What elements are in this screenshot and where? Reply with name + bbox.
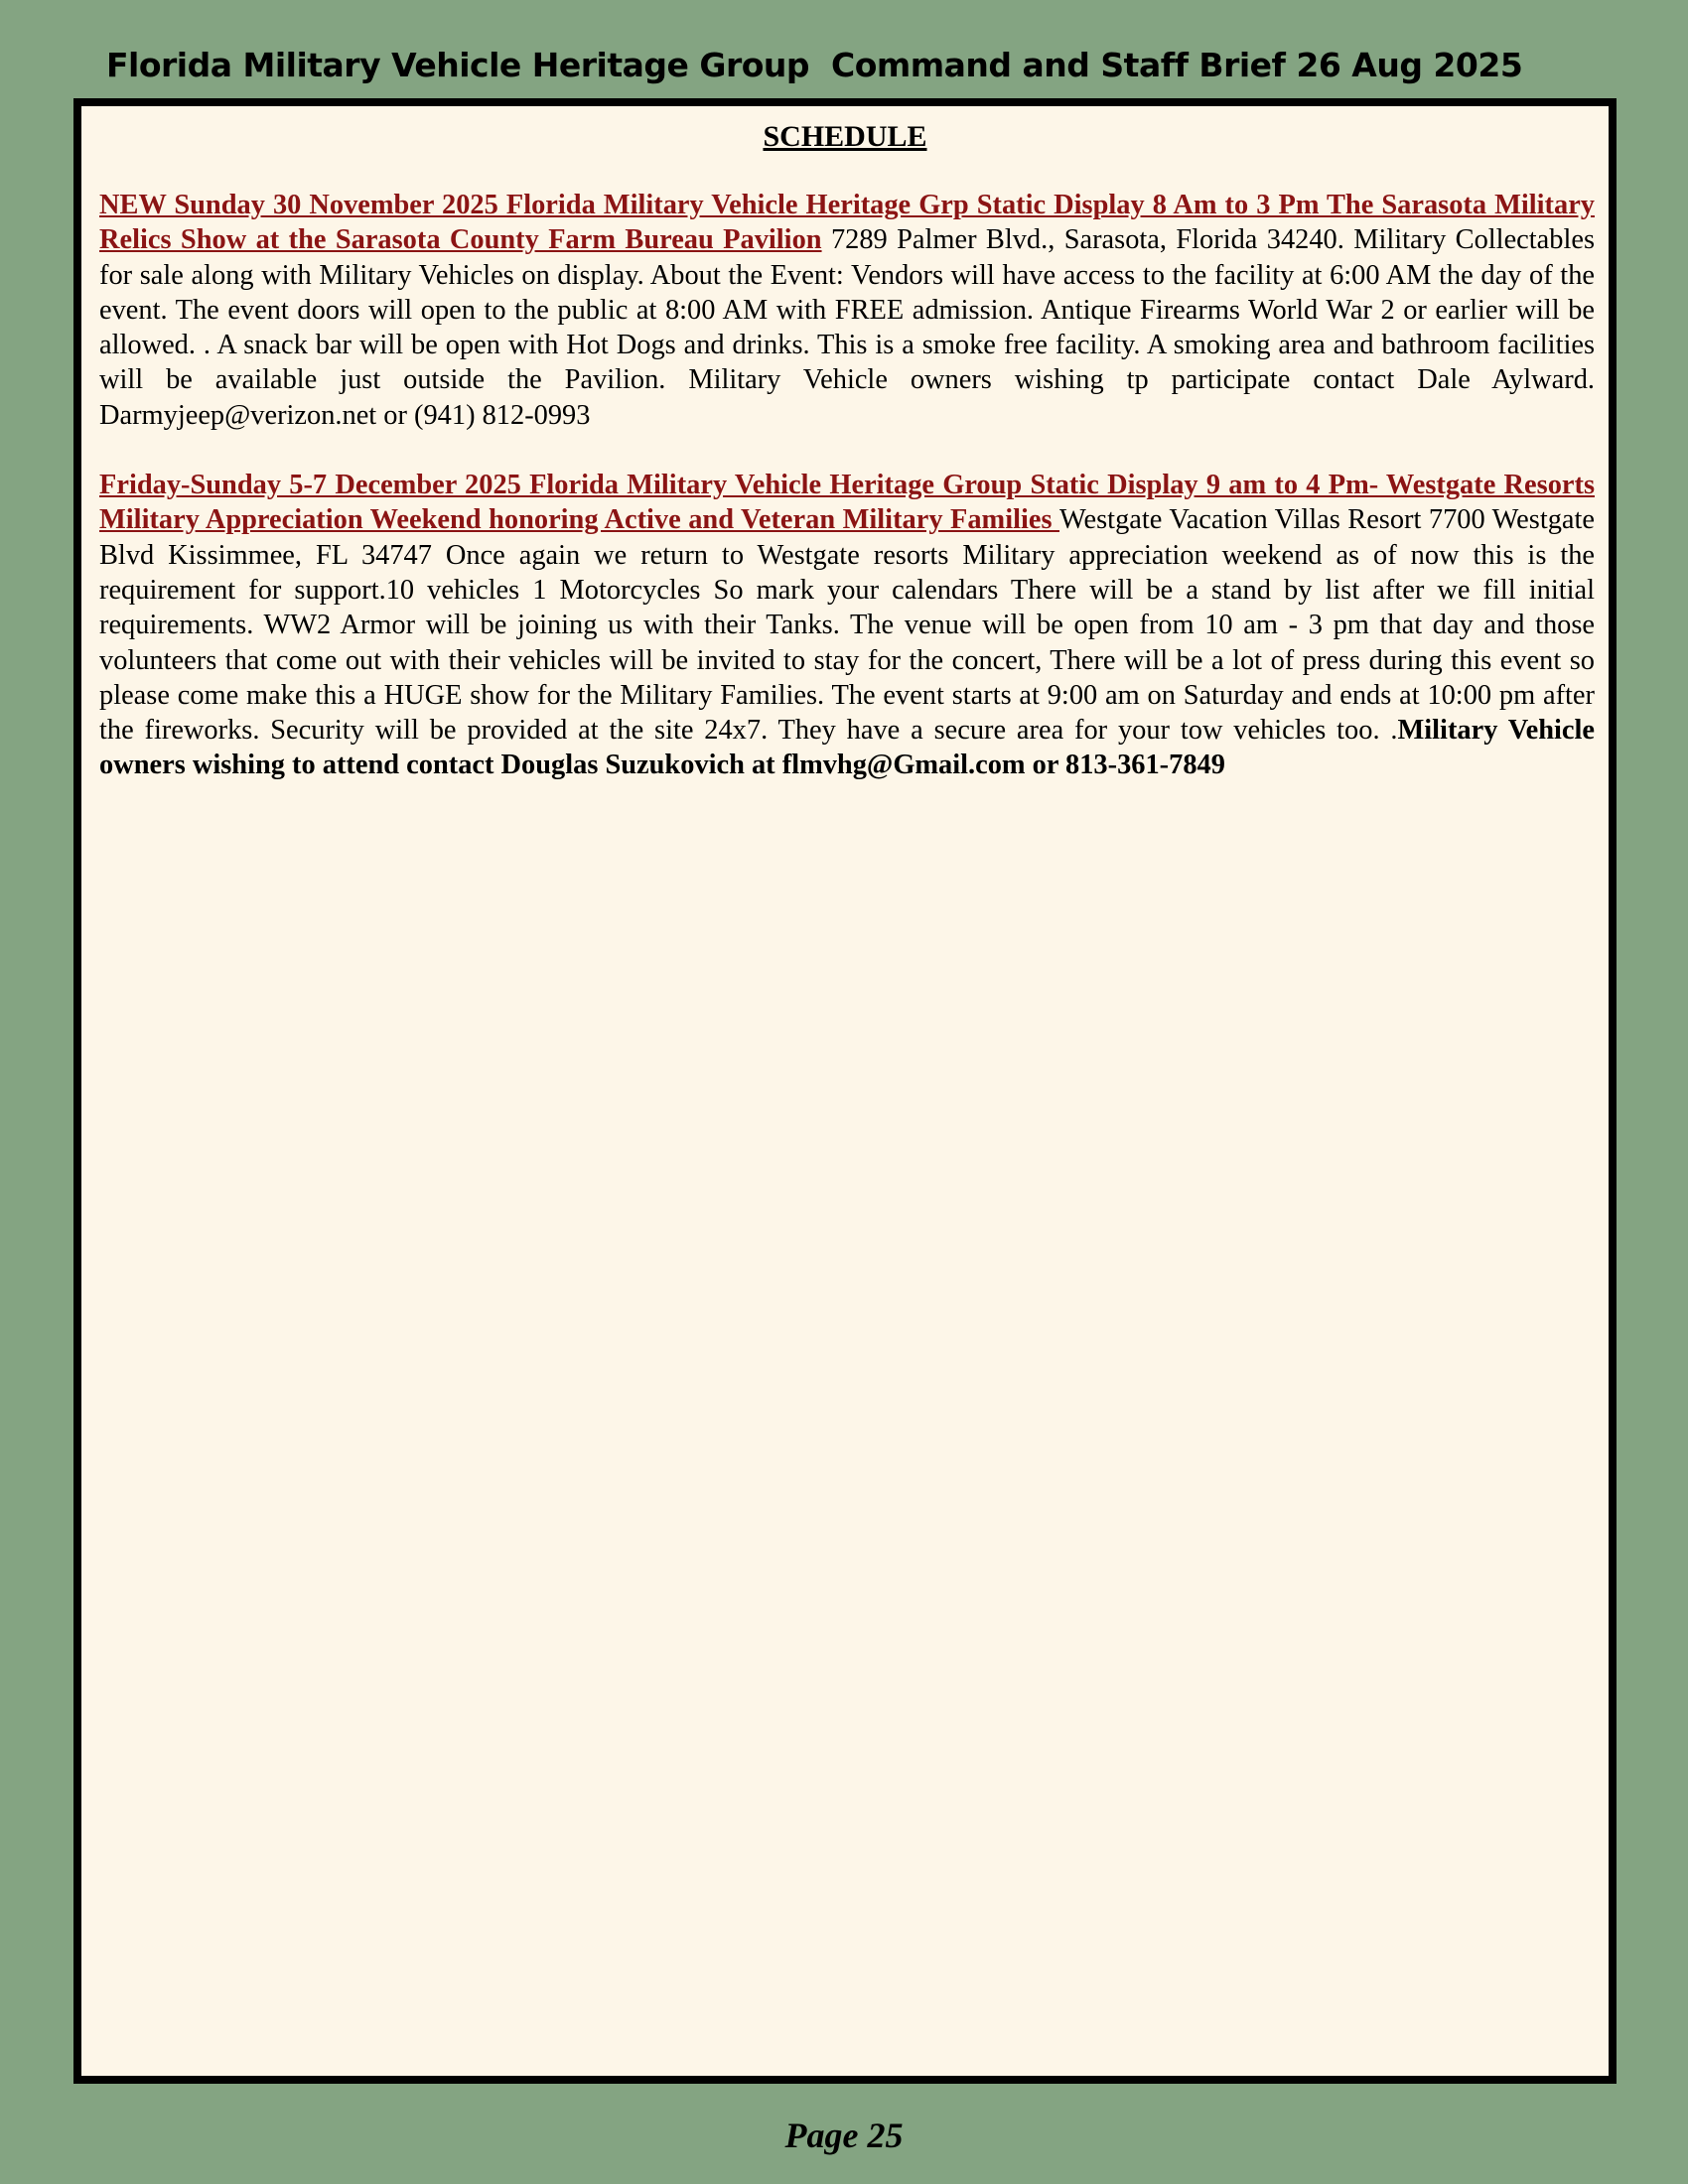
document-header: Florida Military Vehicle Heritage Group Command and Staff Brief 26 Aug 2025	[106, 46, 1523, 84]
schedule-heading: SCHEDULE	[763, 120, 927, 153]
schedule-panel	[73, 98, 1617, 2084]
schedule-content	[99, 188, 1595, 818]
event-item	[99, 468, 1595, 783]
event-contact: Military Vehicle owners wishing to attend contact Douglas Suzukovich at flmvhg@Gmail.com or 813-361-7849	[99, 715, 1595, 781]
event-title: NEW Sunday 30 November 2025 Florida Military Vehicle Heritage Grp Static Display 8 Am to 3 Pm The Sarasota Military Relics Show at the Sarasota County Farm Bureau Pavilion	[99, 190, 1595, 256]
page-number: Page 25	[784, 2116, 904, 2155]
event-item	[99, 188, 1595, 433]
event-description: 7289 Palmer Blvd., Sarasota, Florida 34240. Military Collectables for sale along with Military Vehicles on display. About the Event: Vendors will have access to the facility at 6:00 AM the day of the event. The event doors will open to the public at 8:00 AM with FREE admission. Antique Firearms World War 2 or earlier will be allowed. . A snack bar will be open with Hot Dogs and drinks. This is a smoke free facility. A smoking area and bathroom facilities will be available just outside the Pavilion. Military Vehicle owners wishing tp participate contact Dale Aylward. Darmyjeep@verizon.net or (941) 812-0993	[99, 224, 1595, 431]
event-description: Westgate Vacation Villas Resort 7700 Westgate Blvd Kissimmee, FL 34747 Once again we return to Westgate resorts Military appreciation weekend as of now this is the requirement for support.10 vehicles 1 Motorcycles So mark your calendars There will be a stand by list after we fill initial requirements. WW2 Armor will be joining us with their Tanks. The venue will be open from 10 am - 3 pm that day and those volunteers that come out with their vehicles will be invited to stay for the concert, There will be a lot of press during this event so please come make this a HUGE show for the Military Families. The event starts at 9:00 am on Saturday and ends at 10:00 pm after the fireworks. Security will be provided at the site 24x7. They have a secure area for your tow vehicles too. .	[99, 504, 1595, 747]
event-title: Friday-Sunday 5-7 December 2025 Florida Military Vehicle Heritage Group Static Display 9 am to 4 Pm- Westgate Resorts Military Appreciation Weekend honoring Active and Veteran Military Families	[99, 470, 1595, 536]
